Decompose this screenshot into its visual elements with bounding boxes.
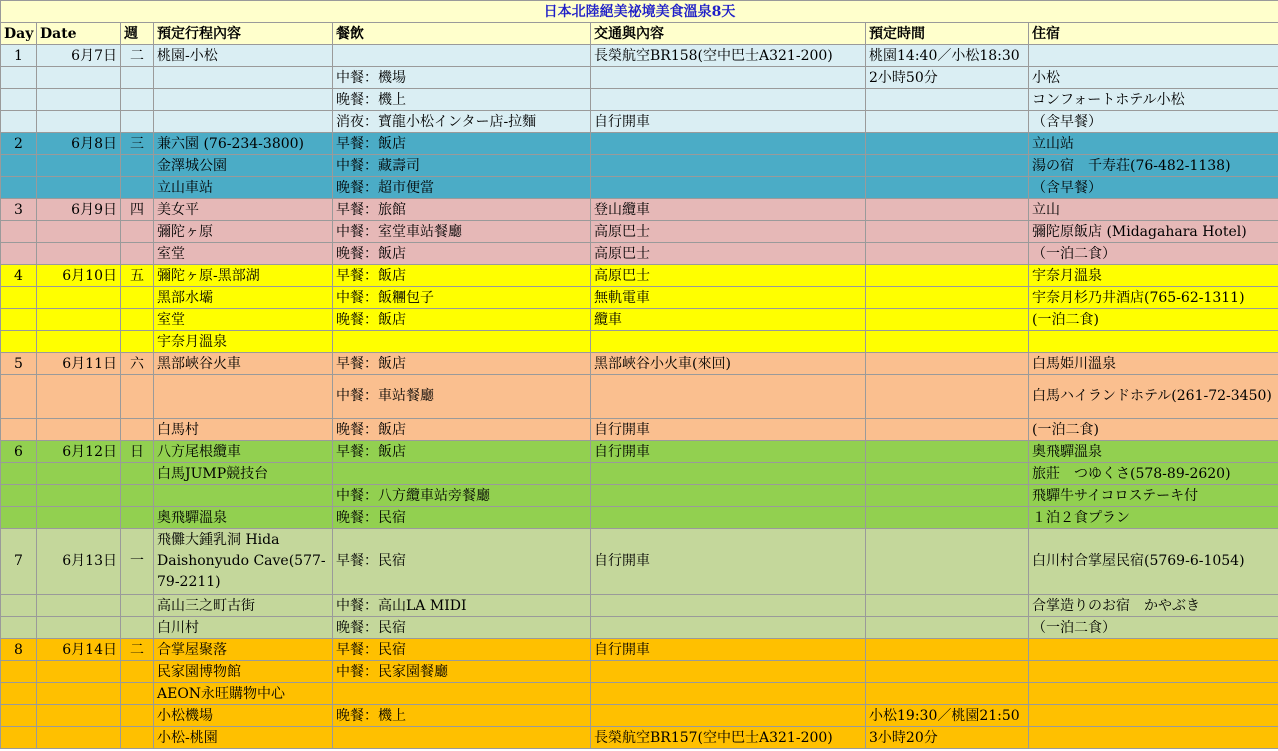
cell-lodging[interactable] xyxy=(1029,727,1278,749)
table-row xyxy=(1,155,1278,177)
cell-date[interactable] xyxy=(37,375,121,419)
table-row xyxy=(1,265,1278,287)
cell-meals[interactable] xyxy=(333,683,591,705)
cell-date[interactable] xyxy=(37,419,121,441)
header-lodging[interactable]: 住宿 xyxy=(1029,23,1278,45)
cell-time[interactable] xyxy=(866,199,1029,221)
cell-lodging[interactable] xyxy=(1029,331,1278,353)
cell-transport[interactable]: 長榮航空BR157(空中巴士A321-200) xyxy=(591,727,866,749)
cell-transport[interactable]: 自行開車 xyxy=(591,111,866,133)
cell-meals[interactable]: 早餐：飯店 xyxy=(333,353,591,375)
cell-day[interactable] xyxy=(1,683,37,705)
cell-itinerary[interactable]: 白馬JUMP競技台 xyxy=(154,463,333,485)
cell-weekday[interactable] xyxy=(121,287,154,309)
cell-day[interactable] xyxy=(1,221,37,243)
cell-time[interactable] xyxy=(866,155,1029,177)
cell-day[interactable] xyxy=(1,111,37,133)
table-row xyxy=(1,683,1278,705)
cell-day[interactable] xyxy=(1,67,37,89)
cell-lodging[interactable]: 小松 xyxy=(1029,67,1278,89)
cell-itinerary[interactable] xyxy=(154,67,333,89)
cell-lodging[interactable]: （一泊二食） xyxy=(1029,243,1278,265)
cell-weekday[interactable]: 四 xyxy=(121,199,154,221)
cell-itinerary[interactable] xyxy=(154,89,333,111)
cell-weekday[interactable] xyxy=(121,309,154,331)
cell-day[interactable] xyxy=(1,507,37,529)
table-row xyxy=(1,177,1278,199)
cell-date[interactable]: 6月10日 xyxy=(37,265,121,287)
header-date[interactable]: Date xyxy=(37,23,121,45)
cell-day[interactable]: 7 xyxy=(1,529,37,595)
table-row xyxy=(1,287,1278,309)
table-row xyxy=(1,485,1278,507)
cell-meals[interactable]: 晚餐：超市便當 xyxy=(333,177,591,199)
cell-lodging[interactable]: 宇奈月杉乃井酒店(765-62-1311) xyxy=(1029,287,1278,309)
cell-meals[interactable]: 早餐：旅館 xyxy=(333,199,591,221)
cell-itinerary[interactable] xyxy=(154,111,333,133)
cell-time[interactable] xyxy=(866,221,1029,243)
cell-weekday[interactable]: 五 xyxy=(121,265,154,287)
cell-meals[interactable] xyxy=(333,727,591,749)
cell-day[interactable]: 5 xyxy=(1,353,37,375)
cell-meals[interactable]: 晚餐：民宿 xyxy=(333,507,591,529)
cell-date[interactable]: 6月11日 xyxy=(37,353,121,375)
cell-meals[interactable]: 中餐：高山LA MIDI xyxy=(333,595,591,617)
cell-day[interactable]: 3 xyxy=(1,199,37,221)
table-row xyxy=(1,639,1278,661)
cell-time[interactable] xyxy=(866,463,1029,485)
cell-day[interactable] xyxy=(1,375,37,419)
cell-itinerary[interactable]: 飛儺大鍾乳洞 Hida Daishonyudo Cave(577-79-2211) xyxy=(154,529,333,595)
cell-itinerary[interactable]: 八方尾根纜車 xyxy=(154,441,333,463)
table-row xyxy=(1,45,1278,67)
table-row xyxy=(1,419,1278,441)
table-row xyxy=(1,309,1278,331)
cell-date[interactable]: 6月14日 xyxy=(37,639,121,661)
table-row xyxy=(1,705,1278,727)
cell-transport[interactable]: 自行開車 xyxy=(591,441,866,463)
cell-time[interactable] xyxy=(866,529,1029,595)
cell-time[interactable] xyxy=(866,441,1029,463)
cell-date[interactable]: 6月12日 xyxy=(37,441,121,463)
cell-meals[interactable]: 中餐：八方纜車站旁餐廳 xyxy=(333,485,591,507)
cell-date[interactable]: 6月8日 xyxy=(37,133,121,155)
cell-day[interactable]: 4 xyxy=(1,265,37,287)
cell-day[interactable]: 8 xyxy=(1,639,37,661)
cell-weekday[interactable] xyxy=(121,67,154,89)
table-row xyxy=(1,89,1278,111)
cell-lodging[interactable]: （一泊二食） xyxy=(1029,617,1278,639)
cell-weekday[interactable]: 二 xyxy=(121,45,154,67)
cell-weekday[interactable] xyxy=(121,177,154,199)
cell-meals[interactable] xyxy=(333,463,591,485)
header-row xyxy=(1,23,1278,45)
cell-day[interactable] xyxy=(1,177,37,199)
cell-itinerary[interactable]: 奧飛驒溫泉 xyxy=(154,507,333,529)
cell-weekday[interactable] xyxy=(121,463,154,485)
cell-date[interactable] xyxy=(37,507,121,529)
cell-date[interactable] xyxy=(37,111,121,133)
cell-time[interactable] xyxy=(866,617,1029,639)
cell-weekday[interactable]: 一 xyxy=(121,529,154,595)
cell-lodging[interactable]: （含早餐） xyxy=(1029,111,1278,133)
cell-weekday[interactable]: 二 xyxy=(121,639,154,661)
cell-itinerary[interactable]: 桃園-小松 xyxy=(154,45,333,67)
cell-meals[interactable]: 晚餐：機上 xyxy=(333,705,591,727)
cell-transport[interactable]: 纜車 xyxy=(591,309,866,331)
cell-weekday[interactable] xyxy=(121,507,154,529)
cell-time[interactable] xyxy=(866,287,1029,309)
cell-meals[interactable]: 早餐：飯店 xyxy=(333,441,591,463)
cell-lodging[interactable]: 白馬ハイランドホテル(261-72-3450) xyxy=(1029,375,1278,419)
cell-date[interactable] xyxy=(37,727,121,749)
cell-time[interactable] xyxy=(866,507,1029,529)
header-day[interactable]: Day xyxy=(1,23,37,45)
cell-time[interactable] xyxy=(866,111,1029,133)
cell-day[interactable] xyxy=(1,419,37,441)
cell-meals[interactable]: 晚餐：飯店 xyxy=(333,243,591,265)
cell-date[interactable]: 6月7日 xyxy=(37,45,121,67)
cell-day[interactable] xyxy=(1,243,37,265)
cell-weekday[interactable] xyxy=(121,419,154,441)
cell-time[interactable] xyxy=(866,243,1029,265)
cell-day[interactable] xyxy=(1,661,37,683)
cell-itinerary[interactable]: 黑部水壩 xyxy=(154,287,333,309)
cell-itinerary[interactable]: 小松-桃園 xyxy=(154,727,333,749)
cell-meals[interactable] xyxy=(333,45,591,67)
cell-meals[interactable]: 晚餐：機上 xyxy=(333,89,591,111)
cell-lodging[interactable]: 奧飛驒溫泉 xyxy=(1029,441,1278,463)
cell-lodging[interactable]: 白川村合掌屋民宿(5769-6-1054) xyxy=(1029,529,1278,595)
cell-date[interactable] xyxy=(37,331,121,353)
cell-lodging[interactable]: 宇奈月溫泉 xyxy=(1029,265,1278,287)
cell-itinerary[interactable]: 彌陀ヶ原 xyxy=(154,221,333,243)
cell-day[interactable] xyxy=(1,727,37,749)
cell-weekday[interactable] xyxy=(121,221,154,243)
cell-transport[interactable]: 高原巴士 xyxy=(591,243,866,265)
table-row xyxy=(1,111,1278,133)
cell-lodging[interactable]: 彌陀原飯店 (Midagahara Hotel) xyxy=(1029,221,1278,243)
cell-day[interactable] xyxy=(1,617,37,639)
cell-transport[interactable] xyxy=(591,507,866,529)
cell-itinerary[interactable]: 白川村 xyxy=(154,617,333,639)
cell-day[interactable] xyxy=(1,485,37,507)
cell-date[interactable]: 6月13日 xyxy=(37,529,121,595)
cell-date[interactable] xyxy=(37,309,121,331)
cell-weekday[interactable] xyxy=(121,243,154,265)
cell-weekday[interactable] xyxy=(121,617,154,639)
cell-day[interactable] xyxy=(1,331,37,353)
cell-lodging[interactable] xyxy=(1029,683,1278,705)
header-meals[interactable]: 餐飲 xyxy=(333,23,591,45)
cell-time[interactable]: 2小時50分 xyxy=(866,67,1029,89)
cell-lodging[interactable]: 白馬姫川溫泉 xyxy=(1029,353,1278,375)
cell-time[interactable] xyxy=(866,309,1029,331)
cell-date[interactable] xyxy=(37,595,121,617)
cell-itinerary[interactable]: 合掌屋聚落 xyxy=(154,639,333,661)
cell-itinerary[interactable]: 室堂 xyxy=(154,309,333,331)
cell-date[interactable] xyxy=(37,155,121,177)
cell-transport[interactable] xyxy=(591,67,866,89)
header-itinerary[interactable]: 預定行程內容 xyxy=(154,23,333,45)
cell-itinerary[interactable] xyxy=(154,485,333,507)
cell-day[interactable] xyxy=(1,463,37,485)
cell-date[interactable] xyxy=(37,243,121,265)
cell-transport[interactable] xyxy=(591,661,866,683)
table-row xyxy=(1,595,1278,617)
cell-time[interactable] xyxy=(866,331,1029,353)
cell-date[interactable] xyxy=(37,661,121,683)
cell-lodging[interactable] xyxy=(1029,661,1278,683)
cell-weekday[interactable]: 日 xyxy=(121,441,154,463)
cell-transport[interactable] xyxy=(591,177,866,199)
cell-transport[interactable] xyxy=(591,485,866,507)
table-row xyxy=(1,331,1278,353)
cell-itinerary[interactable]: 立山車站 xyxy=(154,177,333,199)
cell-time[interactable] xyxy=(866,353,1029,375)
cell-transport[interactable]: 高原巴士 xyxy=(591,265,866,287)
cell-day[interactable] xyxy=(1,595,37,617)
cell-transport[interactable] xyxy=(591,683,866,705)
cell-transport[interactable]: 自行開車 xyxy=(591,419,866,441)
cell-date[interactable] xyxy=(37,177,121,199)
cell-date[interactable] xyxy=(37,705,121,727)
cell-meals[interactable]: 晚餐：飯店 xyxy=(333,419,591,441)
table-row xyxy=(1,221,1278,243)
cell-transport[interactable]: 無軌電車 xyxy=(591,287,866,309)
cell-weekday[interactable] xyxy=(121,89,154,111)
cell-lodging[interactable]: （含早餐） xyxy=(1029,177,1278,199)
cell-transport[interactable]: 自行開車 xyxy=(591,639,866,661)
cell-date[interactable] xyxy=(37,221,121,243)
cell-day[interactable] xyxy=(1,287,37,309)
cell-transport[interactable] xyxy=(591,331,866,353)
cell-time[interactable] xyxy=(866,485,1029,507)
cell-day[interactable] xyxy=(1,705,37,727)
cell-transport[interactable]: 登山纜車 xyxy=(591,199,866,221)
cell-date[interactable] xyxy=(37,287,121,309)
cell-day[interactable] xyxy=(1,155,37,177)
cell-lodging[interactable]: 立山站 xyxy=(1029,133,1278,155)
cell-weekday[interactable]: 六 xyxy=(121,353,154,375)
cell-weekday[interactable] xyxy=(121,661,154,683)
cell-lodging[interactable]: (一泊二食) xyxy=(1029,419,1278,441)
sheet-title[interactable]: 日本北陸絕美祕境美食溫泉8天 xyxy=(1,1,1278,23)
cell-transport[interactable] xyxy=(591,155,866,177)
cell-time[interactable] xyxy=(866,265,1029,287)
cell-itinerary[interactable]: AEON永旺購物中心 xyxy=(154,683,333,705)
cell-lodging[interactable]: 合掌造りのお宿 かやぶき xyxy=(1029,595,1278,617)
table-row xyxy=(1,529,1278,595)
cell-weekday[interactable] xyxy=(121,485,154,507)
cell-lodging[interactable] xyxy=(1029,639,1278,661)
cell-lodging[interactable]: (一泊二食) xyxy=(1029,309,1278,331)
cell-itinerary[interactable]: 小松機場 xyxy=(154,705,333,727)
table-row xyxy=(1,375,1278,419)
cell-weekday[interactable] xyxy=(121,155,154,177)
cell-meals[interactable]: 中餐：民家園餐廳 xyxy=(333,661,591,683)
cell-date[interactable] xyxy=(37,89,121,111)
cell-weekday[interactable] xyxy=(121,727,154,749)
cell-transport[interactable] xyxy=(591,617,866,639)
header-transport[interactable]: 交通與內容 xyxy=(591,23,866,45)
cell-itinerary[interactable]: 白馬村 xyxy=(154,419,333,441)
cell-time[interactable] xyxy=(866,595,1029,617)
cell-transport[interactable]: 高原巴士 xyxy=(591,221,866,243)
cell-meals[interactable]: 早餐：飯店 xyxy=(333,133,591,155)
cell-time[interactable] xyxy=(866,133,1029,155)
cell-lodging[interactable]: １泊２食プラン xyxy=(1029,507,1278,529)
cell-weekday[interactable]: 三 xyxy=(121,133,154,155)
cell-date[interactable] xyxy=(37,617,121,639)
cell-day[interactable]: 2 xyxy=(1,133,37,155)
table-row xyxy=(1,463,1278,485)
cell-transport[interactable] xyxy=(591,595,866,617)
cell-day[interactable]: 1 xyxy=(1,45,37,67)
cell-meals[interactable]: 中餐：機場 xyxy=(333,67,591,89)
cell-weekday[interactable] xyxy=(121,331,154,353)
cell-transport[interactable] xyxy=(591,133,866,155)
cell-itinerary[interactable]: 彌陀ヶ原-黑部湖 xyxy=(154,265,333,287)
cell-date[interactable] xyxy=(37,485,121,507)
cell-day[interactable] xyxy=(1,309,37,331)
table-row xyxy=(1,353,1278,375)
cell-date[interactable] xyxy=(37,683,121,705)
cell-itinerary[interactable]: 兼六園 (76-234-3800) xyxy=(154,133,333,155)
cell-lodging[interactable]: 飛驒牛サイコロステーキ付 xyxy=(1029,485,1278,507)
table-row xyxy=(1,727,1278,749)
cell-weekday[interactable] xyxy=(121,705,154,727)
cell-lodging[interactable]: コンフォートホテル小松 xyxy=(1029,89,1278,111)
cell-day[interactable] xyxy=(1,89,37,111)
cell-meals[interactable]: 晚餐：民宿 xyxy=(333,617,591,639)
header-time[interactable]: 預定時間 xyxy=(866,23,1029,45)
cell-lodging[interactable]: 湯の宿 千寿荘(76-482-1138) xyxy=(1029,155,1278,177)
cell-itinerary[interactable]: 民家園博物館 xyxy=(154,661,333,683)
cell-time[interactable] xyxy=(866,375,1029,419)
cell-lodging[interactable]: 旅莊 つゆくさ(578-89-2620) xyxy=(1029,463,1278,485)
cell-itinerary[interactable]: 室堂 xyxy=(154,243,333,265)
cell-lodging[interactable] xyxy=(1029,705,1278,727)
cell-time[interactable]: 小松19:30／桃園21:50 xyxy=(866,705,1029,727)
cell-time[interactable] xyxy=(866,89,1029,111)
cell-time[interactable] xyxy=(866,661,1029,683)
cell-meals[interactable]: 早餐：民宿 xyxy=(333,529,591,595)
cell-itinerary[interactable]: 金澤城公園 xyxy=(154,155,333,177)
cell-date[interactable] xyxy=(37,67,121,89)
cell-lodging[interactable]: 立山 xyxy=(1029,199,1278,221)
cell-meals[interactable]: 早餐：民宿 xyxy=(333,639,591,661)
cell-weekday[interactable] xyxy=(121,111,154,133)
cell-itinerary[interactable]: 美女平 xyxy=(154,199,333,221)
table-row xyxy=(1,441,1278,463)
cell-time[interactable]: 桃園14:40／小松18:30 xyxy=(866,45,1029,67)
cell-transport[interactable] xyxy=(591,89,866,111)
cell-itinerary[interactable]: 黑部峽谷火車 xyxy=(154,353,333,375)
table-row xyxy=(1,67,1278,89)
cell-transport[interactable]: 長榮航空BR158(空中巴士A321-200) xyxy=(591,45,866,67)
cell-day[interactable]: 6 xyxy=(1,441,37,463)
table-row xyxy=(1,243,1278,265)
cell-time[interactable] xyxy=(866,683,1029,705)
cell-meals[interactable]: 中餐：飯糰包子 xyxy=(333,287,591,309)
cell-transport[interactable]: 黑部峽谷小火車(來回) xyxy=(591,353,866,375)
table-row xyxy=(1,661,1278,683)
cell-date[interactable] xyxy=(37,463,121,485)
cell-itinerary[interactable]: 宇奈月溫泉 xyxy=(154,331,333,353)
cell-lodging[interactable] xyxy=(1029,45,1278,67)
cell-meals[interactable]: 中餐：藏壽司 xyxy=(333,155,591,177)
cell-weekday[interactable] xyxy=(121,375,154,419)
cell-time[interactable]: 3小時20分 xyxy=(866,727,1029,749)
table-row xyxy=(1,617,1278,639)
cell-meals[interactable]: 中餐：車站餐廳 xyxy=(333,375,591,419)
cell-meals[interactable]: 消夜：寶龍小松インター店-拉麵 xyxy=(333,111,591,133)
cell-meals[interactable]: 中餐：室堂車站餐廳 xyxy=(333,221,591,243)
header-weekday[interactable]: 週 xyxy=(121,23,154,45)
cell-itinerary[interactable]: 高山三之町古街 xyxy=(154,595,333,617)
cell-transport[interactable] xyxy=(591,705,866,727)
table-row xyxy=(1,507,1278,529)
cell-weekday[interactable] xyxy=(121,683,154,705)
cell-meals[interactable]: 早餐：飯店 xyxy=(333,265,591,287)
table-row xyxy=(1,133,1278,155)
cell-time[interactable] xyxy=(866,177,1029,199)
cell-meals[interactable]: 晚餐：飯店 xyxy=(333,309,591,331)
cell-date[interactable]: 6月9日 xyxy=(37,199,121,221)
table-row xyxy=(1,199,1278,221)
cell-time[interactable] xyxy=(866,639,1029,661)
cell-transport[interactable] xyxy=(591,375,866,419)
cell-weekday[interactable] xyxy=(121,595,154,617)
cell-time[interactable] xyxy=(866,419,1029,441)
cell-meals[interactable] xyxy=(333,331,591,353)
cell-transport[interactable] xyxy=(591,463,866,485)
cell-transport[interactable]: 自行開車 xyxy=(591,529,866,595)
cell-itinerary[interactable] xyxy=(154,375,333,419)
